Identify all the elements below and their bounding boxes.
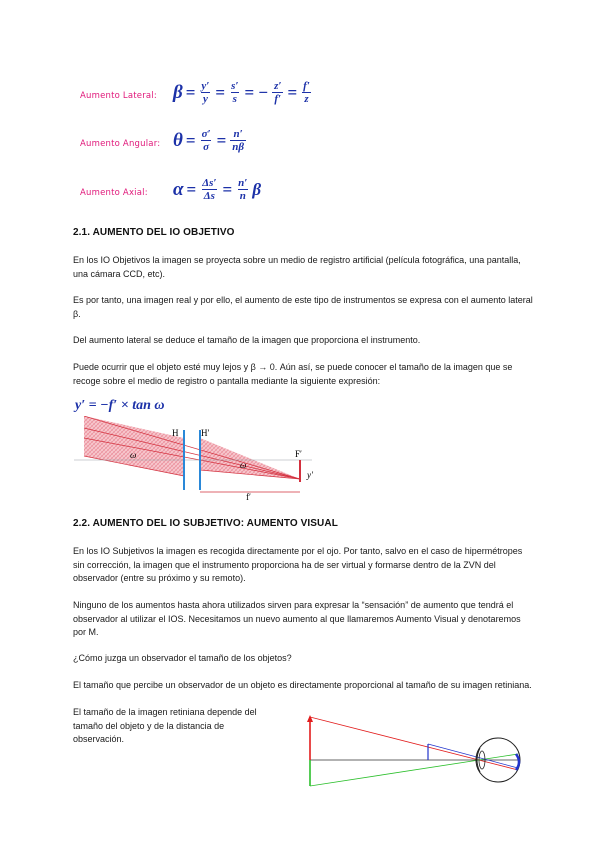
denominator: z: [304, 93, 309, 105]
objective-lens-diagram: [74, 416, 334, 502]
label-y-prime: y′: [307, 470, 313, 480]
denominator: y: [202, 93, 208, 105]
numerator: n′: [238, 177, 248, 189]
chief-ray-red: [310, 717, 518, 770]
image-size-formula: y′ = −f′ × tan ω: [75, 398, 165, 413]
angular-magnification-label: Aumento Angular:: [80, 139, 161, 149]
equals-sign: =: [185, 82, 196, 102]
fraction: [200, 177, 218, 202]
lateral-magnification-label: Aumento Lateral:: [80, 91, 157, 101]
fraction: [229, 80, 240, 105]
numerator: s′: [231, 80, 239, 92]
fraction: [236, 177, 249, 202]
section-22-paragraph: Ninguno de los aumentos hasta ahora utilizados sirven para expresar la “sensación” de aumento que tendrá el observador al utilizar el IOS. Necesitamos un nuevo aumento al que llamaremos Aumento Visual y denotaremos por M.: [73, 600, 521, 637]
section-21-paragraph: En los IO Objetivos la imagen se proyecta sobre un medio de registro artificial (película fotográfica, una pantalla, una cámara CCD, etc).: [73, 255, 521, 279]
fraction: [272, 80, 283, 105]
label-omega: ω: [130, 450, 137, 460]
equals-sign: =: [186, 179, 197, 199]
angular-magnification-formula: [173, 128, 247, 153]
label-h: H: [172, 428, 179, 438]
theta-symbol: θ: [173, 129, 183, 151]
denominator: Δs: [203, 190, 215, 202]
section-22-paragraph: El tamaño de la imagen retiniana depende del tamaño del objeto y de la distancia de observación.: [73, 707, 257, 744]
equals-sign: =: [185, 130, 196, 150]
beta-symbol: β: [252, 179, 262, 199]
axial-magnification-label: Aumento Axial:: [80, 188, 148, 198]
eye-observation-diagram: [304, 712, 530, 790]
equals-sign: =: [215, 82, 226, 102]
section-21-paragraph: Puede ocurrir que el objeto esté muy lejos y β → 0. Aún así, se puede conocer el tamaño de la imagen que se recoge sobre el medio de registro o pantalla mediante la siguiente expresión:: [73, 362, 513, 386]
ray-bundle-shading: [200, 438, 300, 479]
denominator: n: [239, 190, 246, 202]
numerator: Δs′: [202, 177, 217, 189]
fraction: [301, 80, 312, 105]
fraction: [230, 128, 246, 153]
alpha-symbol: α: [173, 178, 184, 200]
axial-magnification-formula: [173, 177, 261, 202]
numerator: z′: [274, 80, 282, 92]
fraction: [200, 128, 213, 153]
denominator: s: [232, 93, 237, 105]
section-22-question: ¿Cómo juzga un observador el tamaño de los objetos?: [73, 653, 292, 663]
retina: [516, 754, 519, 770]
equals-sign: =: [287, 82, 298, 102]
section-22-paragraph: El tamaño que percibe un observador de un objeto es directamente proporcional al tamaño de su imagen retiniana.: [73, 680, 532, 690]
section-21-heading: 2.1. AUMENTO DEL IO OBJETIVO: [73, 227, 235, 238]
numerator: f′: [303, 80, 310, 92]
label-f-prime-length: f′: [246, 492, 251, 502]
equals-minus-sign: = −: [244, 82, 269, 102]
equals-sign: =: [222, 179, 233, 199]
numerator: σ′: [201, 128, 211, 140]
arrow-head: [307, 715, 313, 722]
label-f-prime: F′: [295, 449, 302, 459]
fraction: [199, 80, 211, 105]
denominator: σ: [203, 141, 210, 153]
equals-sign: =: [216, 130, 227, 150]
chief-ray-green: [310, 754, 518, 786]
numerator: n′: [233, 128, 243, 140]
label-h-prime: H′: [201, 428, 210, 438]
label-omega: ω: [240, 460, 247, 470]
beta-symbol: β: [173, 81, 183, 103]
section-22-paragraph: En los IO Subjetivos la imagen es recogida directamente por el ojo. Por tanto, salvo en el caso de hipermétropes sin corrección, la imagen que el instrumento proporciona ha de ser virtual y formarse dentro de la ZVN del observador (entre su próximo y su remoto).: [73, 546, 523, 583]
denominator: nβ: [232, 141, 245, 153]
numerator: y′: [201, 80, 210, 92]
lateral-magnification-formula: [173, 80, 313, 105]
section-21-paragraph: Del aumento lateral se deduce el tamaño de la imagen que proporciona el instrumento.: [73, 335, 421, 345]
ray-bundle-shading: [84, 416, 184, 476]
section-22-heading: 2.2. AUMENTO DEL IO SUBJETIVO: AUMENTO VISUAL: [73, 518, 338, 529]
denominator: f′: [274, 93, 282, 105]
section-21-paragraph: Es por tanto, una imagen real y por ello, el aumento de este tipo de instrumentos se expresa con el aumento lateral β.: [73, 295, 533, 319]
